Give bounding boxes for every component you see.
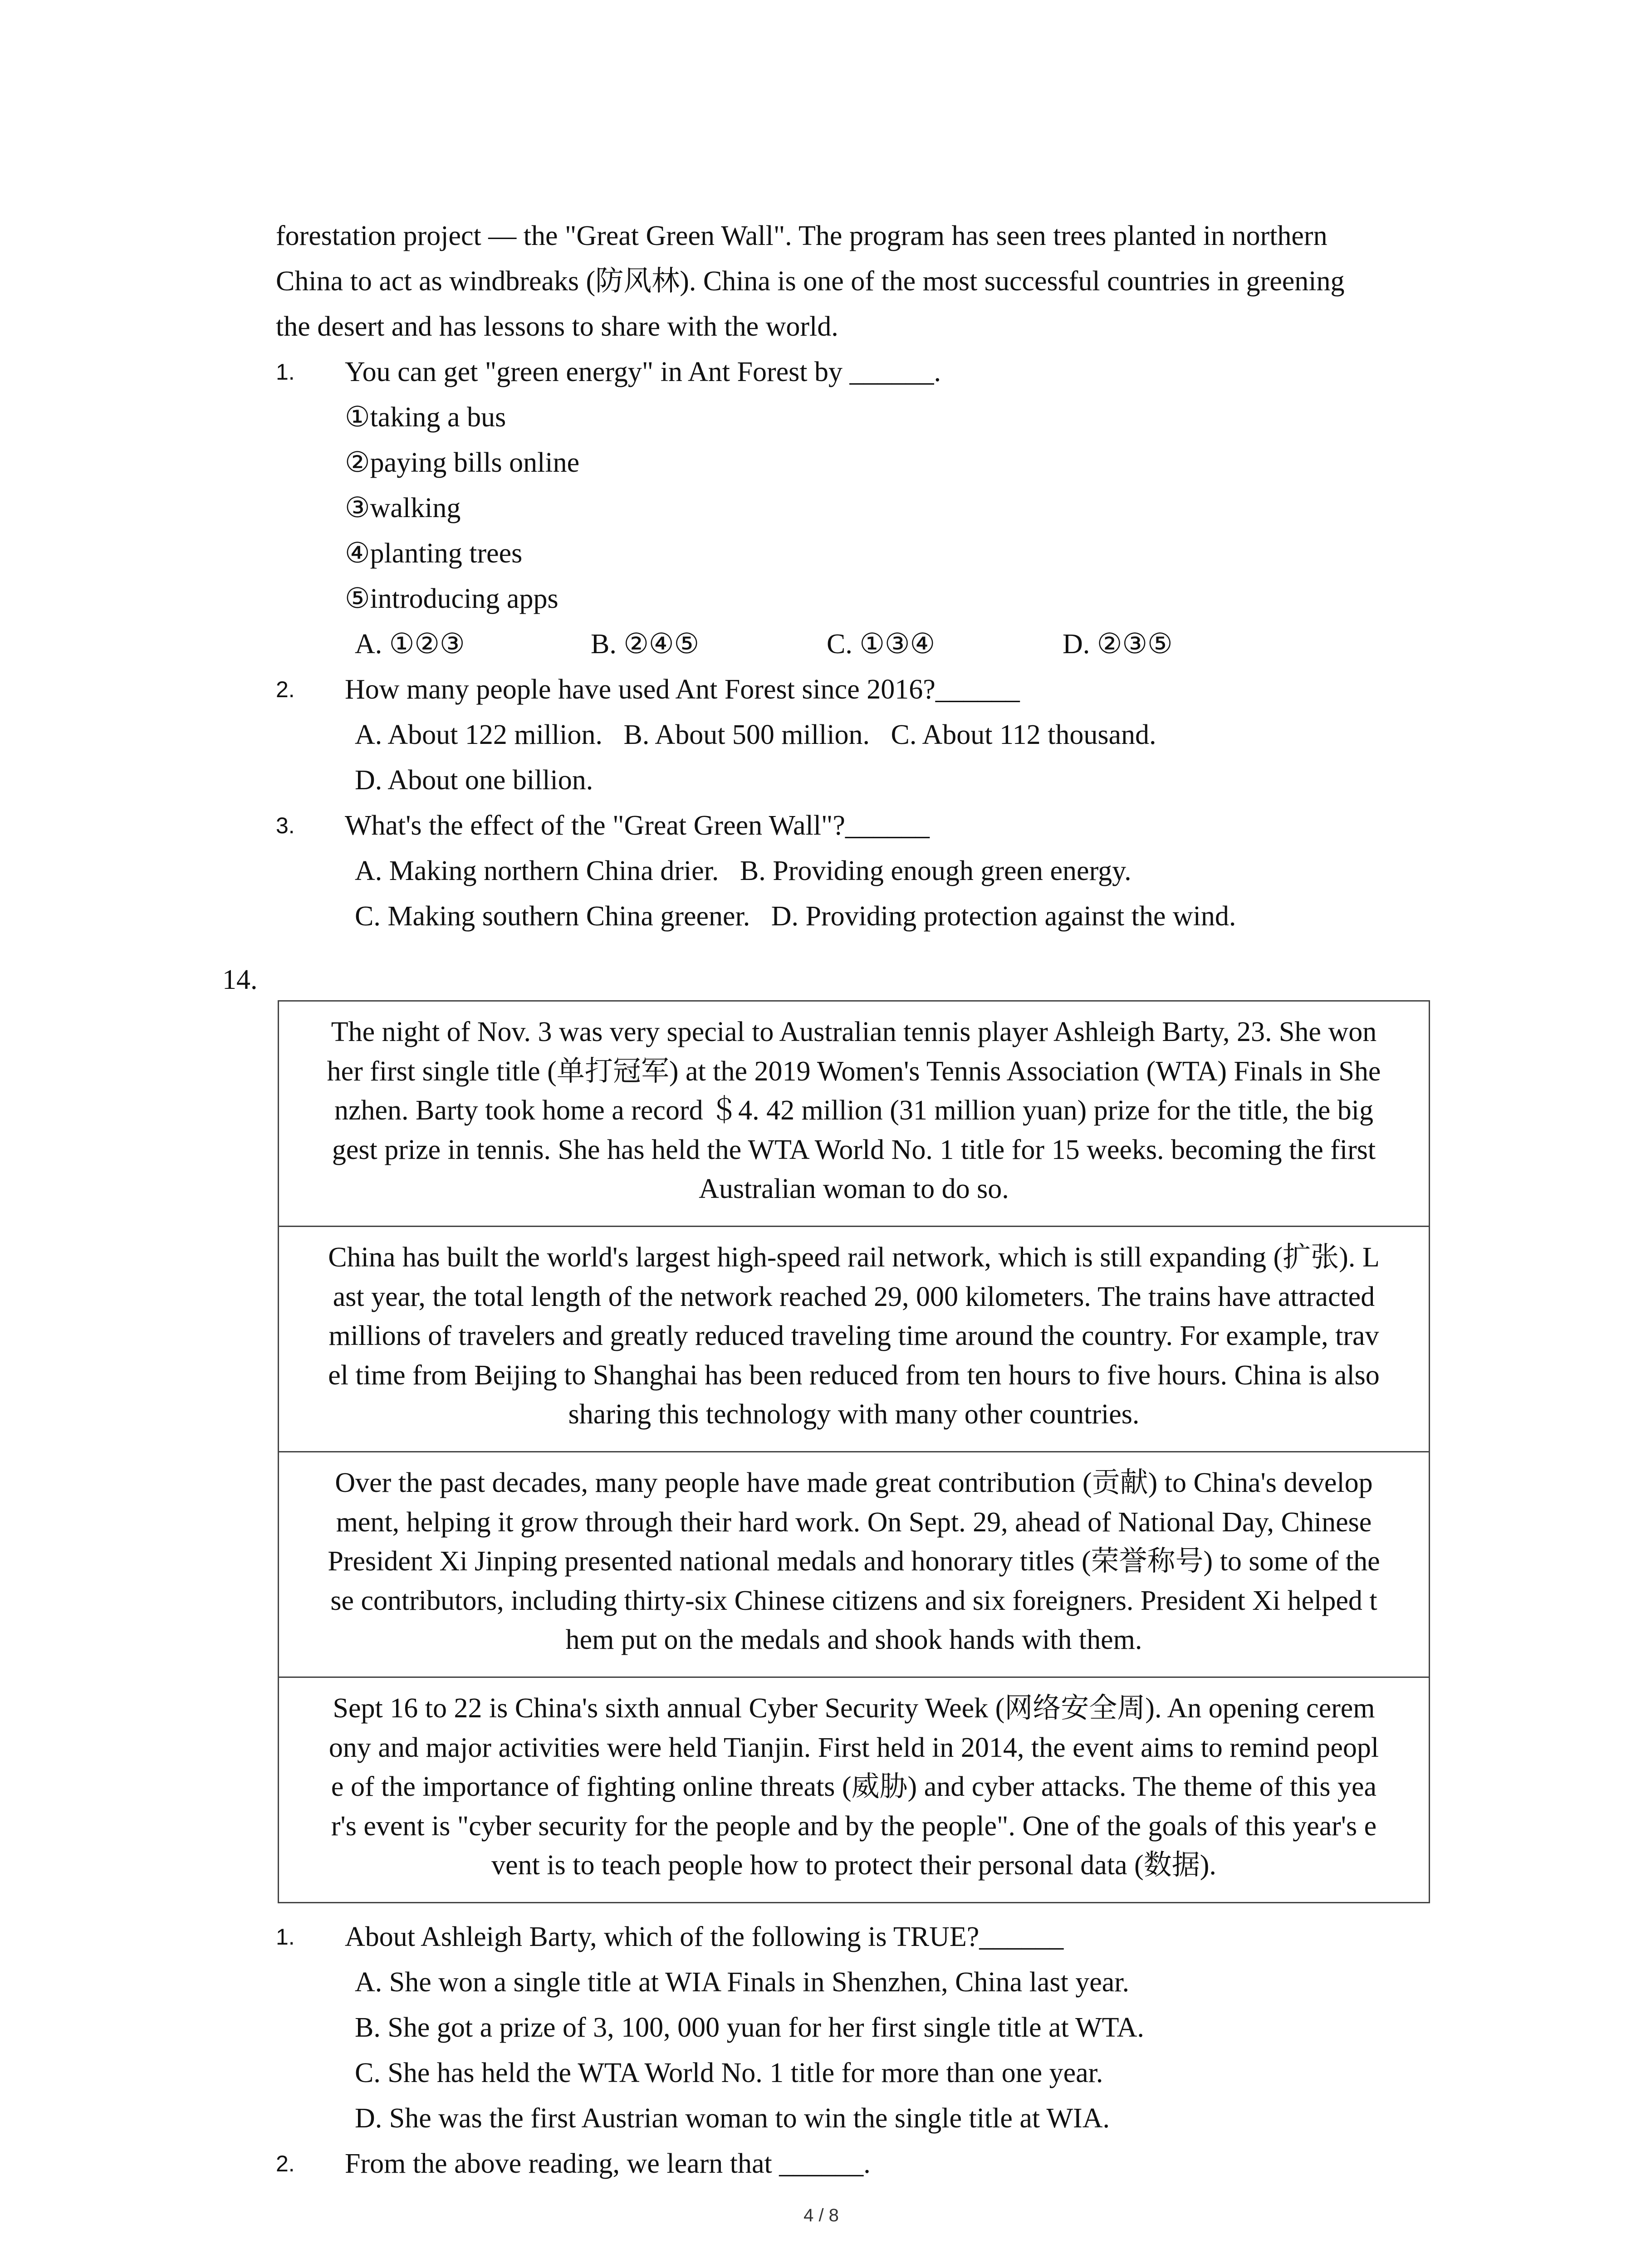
answer-option-line: A. Making northern China drier. B. Providing enough green energy. [355,855,1132,886]
question-number: 1. [276,359,295,385]
passage-line: China has built the world's largest high-speed rail network, which is still expanding (扩张). L [328,1242,1380,1273]
question-stem: What's the effect of the "Great Green Wall"?______ [345,810,930,841]
intro-line: China to act as windbreaks (防风林). China is one of the most successful countries in greening [276,266,1345,297]
page-number: 4 / 8 [803,2205,839,2225]
passage-line: Sept 16 to 22 is China's sixth annual Cyber Security Week (网络安全周). An opening cerem [333,1693,1375,1724]
passage-line: vent is to teach people how to protect their personal data (数据). [491,1850,1216,1881]
answer-option: D. ②③⑤ [1063,629,1173,660]
passage-line: her first single title (单打冠军) at the 2019 Women's Tennis Association (WTA) Finals in She [327,1056,1381,1087]
passage-line: ast year, the total length of the network reached 29, 000 kilometers. The trains have attracted [333,1281,1375,1312]
intro-line: the desert and has lessons to share with the world. [276,311,838,342]
passage-box [278,1226,1430,1452]
question-number: 3. [276,813,295,838]
passage-line: President Xi Jinping presented national medals and honorary titles (荣誉称号) to some of the [328,1546,1380,1577]
passage-line: sharing this technology with many other countries. [568,1399,1140,1430]
answer-option-line: D. She was the first Austrian woman to win the single title at WIA. [355,2103,1110,2134]
passage-box [278,1451,1430,1678]
answer-option-line: C. She has held the WTA World No. 1 title for more than one year. [355,2058,1103,2088]
passage-line: The night of Nov. 3 was very special to Australian tennis player Ashleigh Barty, 23. She won [331,1017,1377,1047]
passage-line: millions of travelers and greatly reduced traveling time around the country. For example, trav [328,1320,1379,1351]
answer-option-line: B. She got a prize of 3, 100, 000 yuan for her first single title at WTA. [355,2012,1144,2043]
question-stem: About Ashleigh Barty, which of the following is TRUE?______ [345,1921,1064,1952]
choice-item: ③walking [345,493,461,523]
question-number: 2. [276,2151,295,2176]
intro-line: forestation project — the "Great Green Wall". The program has seen trees planted in northern [276,220,1327,251]
passage-line: el time from Beijing to Shanghai has been reduced from ten hours to five hours. China is also [328,1359,1380,1391]
passage-box [278,1000,1430,1227]
passage-line: e of the importance of fighting online threats (威胁) and cyber attacks. The theme of this yea [331,1771,1377,1802]
passage-line: hem put on the medals and shook hands with them. [565,1624,1142,1655]
answer-option-line: D. About one billion. [355,765,593,796]
passage-line: se contributors, including thirty-six Chinese citizens and six foreigners. President Xi helped t [330,1585,1377,1616]
answer-option-line: A. She won a single title at WIA Finals in Shenzhen, China last year. [355,1967,1130,1998]
section-number: 14. [222,964,258,995]
choice-item: ⑤introducing apps [345,583,558,614]
question-number: 1. [276,1924,295,1950]
passage-line: r's event is "cyber security for the people and by the people". One of the goals of this year's e [331,1810,1377,1842]
answer-option: B. ②④⑤ [591,629,700,660]
answer-option: C. ①③④ [827,629,936,660]
question-stem: You can get "green energy" in Ant Forest by ______. [345,357,941,387]
question-stem: From the above reading, we learn that ______. [345,2148,871,2179]
choice-item: ②paying bills online [345,447,580,478]
answer-option: A. ①②③ [355,629,465,660]
passage-line: Over the past decades, many people have made great contribution (贡献) to China's develop [335,1467,1373,1498]
passage-line: gest prize in tennis. She has held the WTA World No. 1 title for 15 weeks. becoming the first [332,1134,1376,1165]
passage-line: nzhen. Barty took home a record ＄4. 42 million (31 million yuan) prize for the title, the big [334,1095,1373,1126]
passage-box [278,1677,1430,1903]
choice-item: ④planting trees [345,538,523,569]
passage-line: ony and major activities were held Tianjin. First held in 2014, the event aims to remind peopl [328,1732,1379,1763]
question-number: 2. [276,677,295,702]
answer-option-line: C. Making southern China greener. D. Providing protection against the wind. [355,901,1236,932]
answer-option-line: A. About 122 million. B. About 500 million. C. About 112 thousand. [355,719,1156,750]
passage-line: ment, helping it grow through their hard work. On Sept. 29, ahead of National Day, Chinese [336,1506,1372,1538]
question-stem: How many people have used Ant Forest since 2016?______ [345,674,1020,705]
passage-line: Australian woman to do so. [699,1173,1009,1204]
choice-item: ①taking a bus [345,402,506,433]
